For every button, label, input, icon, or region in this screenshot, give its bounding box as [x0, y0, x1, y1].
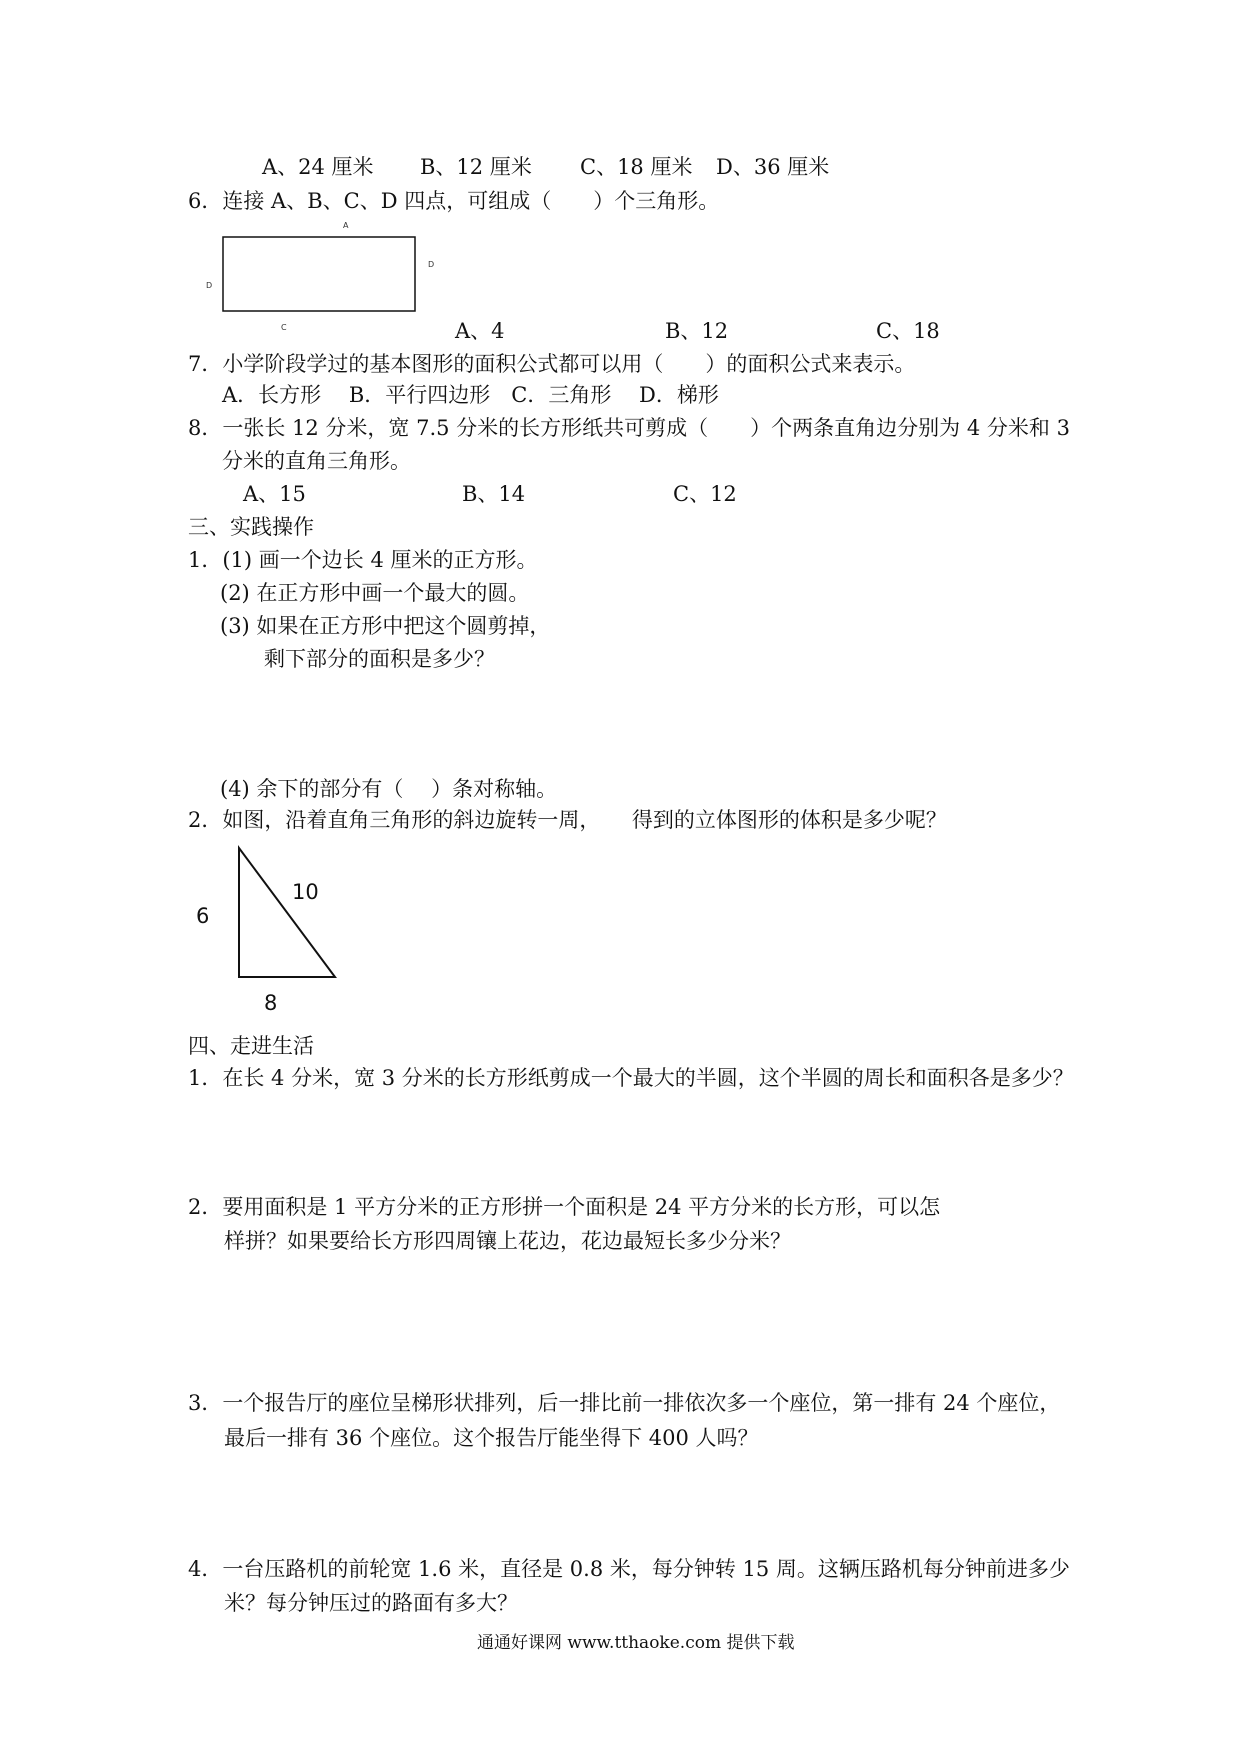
- s3-q1-line3: (3) 如果在正方形中把这个圆剪掉，: [220, 614, 551, 638]
- q6-label-right: D: [428, 260, 435, 269]
- section3-title: 三、实践操作: [188, 515, 314, 539]
- q5-option-c: C、18 厘米: [580, 155, 693, 179]
- q6-option-b: B、12: [665, 319, 729, 343]
- q6-option-a: A、4: [455, 319, 505, 343]
- s4-q2-line1: 2．要用面积是 1 平方分米的正方形拼一个面积是 24 平方分米的长方形，可以怎: [188, 1195, 941, 1219]
- q7-options: A．长方形 B．平行四边形 C．三角形 D．梯形: [222, 383, 719, 407]
- s3-q1-line4: 剩下部分的面积是多少？: [264, 647, 495, 671]
- q6-rectangle-figure: [220, 232, 420, 314]
- section4-title: 四、走进生活: [188, 1034, 314, 1058]
- triangle-label-hypotenuse-10: 10: [292, 880, 319, 904]
- s4-q3-line1: 3．一个报告厅的座位呈梯形状排列，后一排比前一排依次多一个座位，第一排有 24 个座位，: [188, 1391, 1061, 1415]
- q5-option-b: B、12 厘米: [420, 155, 532, 179]
- right-triangle-figure: [230, 845, 340, 980]
- triangle-label-leg-6: 6: [196, 904, 210, 928]
- s4-q1: 1．在长 4 分米，宽 3 分米的长方形纸剪成一个最大的半圆，这个半圆的周长和面积各是多少？: [188, 1066, 1074, 1090]
- s3-q1-line5: (4) 余下的部分有（ ）条对称轴。: [220, 777, 558, 801]
- triangle-label-leg-8: 8: [264, 991, 278, 1015]
- q8-option-c: C、12: [673, 482, 737, 506]
- q5-option-d: D、36 厘米: [716, 155, 830, 179]
- s4-q4-line1: 4．一台压路机的前轮宽 1.6 米，直径是 0.8 米，每分钟转 15 周。这辆压路机每分钟前进多少: [188, 1557, 1070, 1581]
- q8-option-a: A、15: [243, 482, 306, 506]
- q6-label-top: A: [343, 221, 349, 230]
- s4-q2-line2: 样拼？如果要给长方形四周镶上花边，花边最短长多少分米？: [224, 1229, 791, 1253]
- q6-label-bottom: C: [281, 323, 287, 332]
- s4-q3-line2: 最后一排有 36 个座位。这个报告厅能坐得下 400 人吗？: [224, 1426, 759, 1450]
- s3-q1-line1: 1．(1) 画一个边长 4 厘米的正方形。: [188, 548, 538, 572]
- s3-q1-line2: (2) 在正方形中画一个最大的圆。: [220, 581, 530, 605]
- s3-q2-question: 2．如图，沿着直角三角形的斜边旋转一周， 得到的立体图形的体积是多少呢？: [188, 808, 947, 832]
- q8-question-line1: 8．一张长 12 分米，宽 7.5 分米的长方形纸共可剪成（ ）个两条直角边分别为 4 分米和 3: [188, 416, 1070, 440]
- s4-q4-line2: 米？每分钟压过的路面有多大？: [224, 1591, 518, 1615]
- q8-question-line2: 分米的直角三角形。: [222, 449, 411, 473]
- footer-text: 通通好课网 www.tthaoke.com 提供下载: [477, 1633, 795, 1653]
- q6-question: 6．连接 A、B、C、D 四点，可组成（ ）个三角形。: [188, 189, 720, 213]
- q6-label-left: D: [206, 281, 213, 290]
- q7-question: 7．小学阶段学过的基本图形的面积公式都可以用（ ）的面积公式来表示。: [188, 352, 916, 376]
- q8-option-b: B、14: [462, 482, 526, 506]
- q5-option-a: A、24 厘米: [262, 155, 374, 179]
- q6-option-c: C、18: [876, 319, 940, 343]
